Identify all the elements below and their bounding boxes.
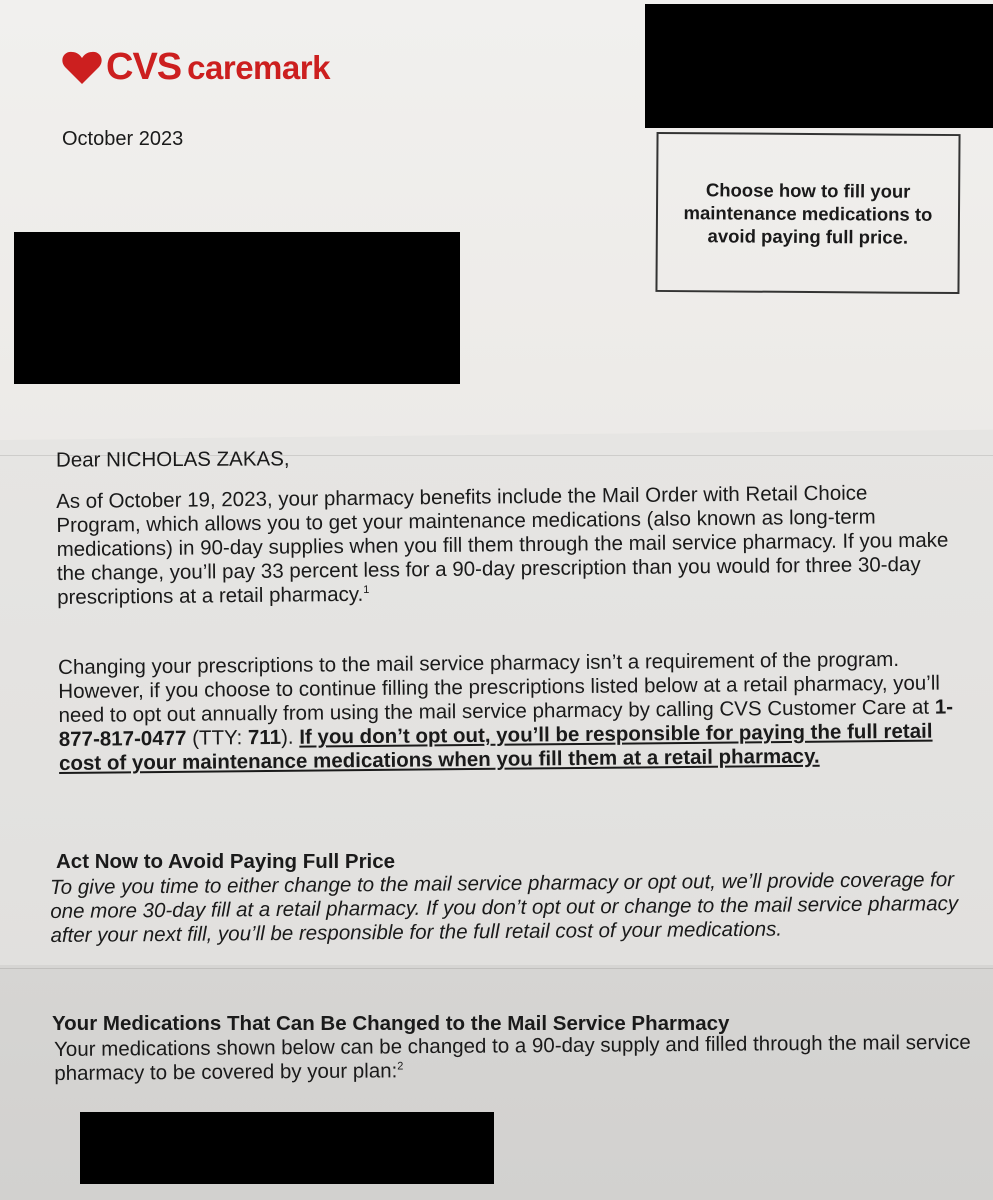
letter-date: October 2023	[62, 128, 184, 150]
paragraph-opt-out-text: Changing your prescriptions to the mail service pharmacy isn’t a requirement of the program. However, if you choose to continue filling the prescriptions listed below at a retail pharmacy, you’ll need to opt out annually from using the mail service pharmacy by calling CVS Customer Care at	[58, 647, 940, 727]
paragraph-intro-text: As of October 19, 2023, your pharmacy benefits include the Mail Order with Retail Choice Program, which allows you to get your maintenance medications (also known as long-term medications) in 90-day supplies when you fill them through the mail service pharmacy. If you make the change, you’ll pay 33 percent less for a 90-day prescription than you would for three 30-day prescriptions at a retail pharmacy.	[56, 481, 949, 609]
paragraph-opt-out	[58, 647, 959, 776]
tty-number: 711	[247, 725, 282, 750]
greeting: Dear NICHOLAS ZAKAS,	[55, 447, 290, 472]
paragraph-intro	[56, 481, 957, 610]
brand-name: CVS	[106, 46, 182, 88]
tty-suffix: ).	[280, 725, 300, 749]
callout-text: Choose how to fill your maintenance medications to avoid paying full price.	[683, 178, 933, 248]
footnote-ref: 1	[363, 583, 370, 596]
paragraph-medications-text: Your medications shown below can be changed to a 90-day supply and filled through the mail service pharmacy to be covered by your plan:	[54, 1030, 971, 1085]
redaction-block	[14, 232, 460, 384]
opt-out-warning: If you don’t opt out, you’ll be responsible for paying the full retail cost of your maintenance medications when you fill them at a retail pharmacy.	[58, 719, 933, 775]
heading-medications: Your Medications That Can Be Changed to the Mail Service Pharmacy	[52, 1012, 730, 1035]
paragraph-medications	[54, 1031, 974, 1086]
callout-box	[655, 132, 960, 294]
paragraph-act-now: To give you time to either change to the mail service pharmacy or opt out, we’ll provide coverage for one more 30-day fill at a retail pharmacy. If you don’t opt out or change to the mail service pharmacy after your next fill, you’ll be responsible for the full retail cost of your medications.	[50, 868, 959, 947]
redaction-block	[645, 4, 993, 128]
brand-sub: caremark	[187, 48, 330, 86]
heart-icon	[62, 50, 102, 86]
heading-act-now: Act Now to Avoid Paying Full Price	[56, 850, 396, 873]
tty-prefix: (TTY:	[186, 726, 249, 750]
fold-line	[0, 968, 993, 969]
redaction-block	[80, 1112, 494, 1184]
customer-care-phone: 1-877-817-0477	[58, 695, 954, 751]
footnote-ref: 2	[397, 1060, 404, 1073]
cvs-caremark-logo	[62, 46, 330, 89]
